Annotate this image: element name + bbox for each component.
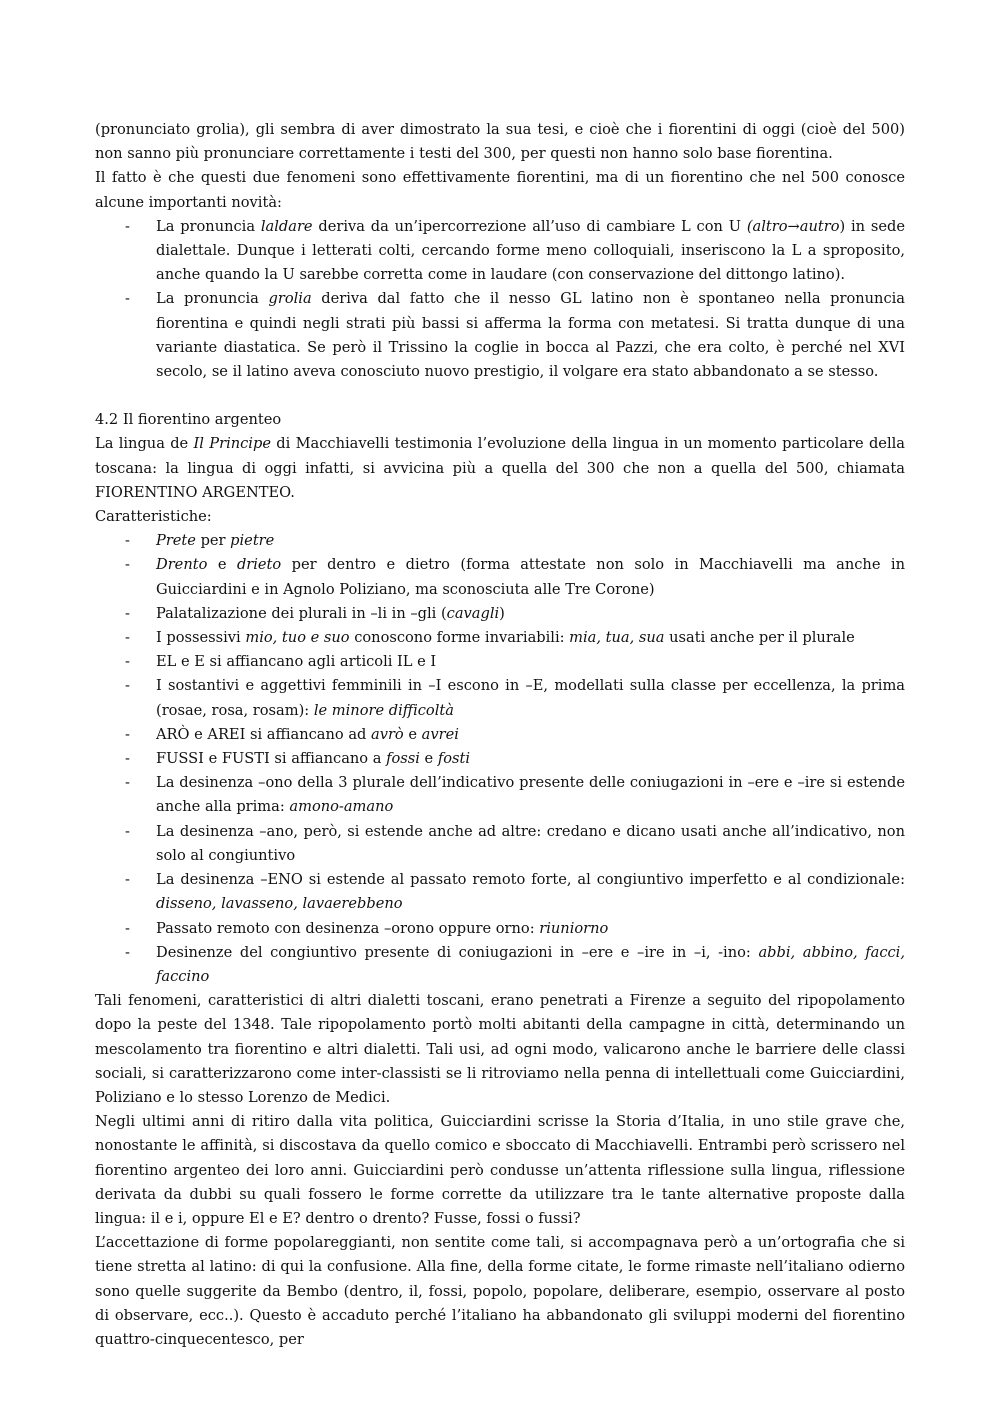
section-paragraph-3: Negli ultimi anni di ritiro dalla vita politica, Guicciardini scrisse la Storia d’Italia, in uno stile grave che, nonostante le affinità, si discostava da quello comico e sboccato di Macchiavelli. Entrambi però scrissero nel fiorentino argenteo dei loro anni. Guicciardini però condusse un’attenta riflessione sulla lingua, riflessione derivata da dubbi su quali fossero le forme corrette da utilizzare tra le tante alternative proposte dalla lingua: il e i, oppure El e E? dentro o drento? Fusse, fossi o fussi? [95,1113,905,1227]
list-item-italic: autro [799,217,840,235]
feature-list-item [95,747,905,771]
feature-italic: amono-amano [289,798,394,816]
feature-italic: cavagli [446,604,500,622]
feature-list-item [95,650,905,674]
feature-italic: mia, tua, sua [569,629,665,647]
feature-text: I sostantivi e aggettivi femminili in –I escono in –E, modellati sulla classe per eccellenza, la prima (rosae, rosa, rosam): [156,677,905,719]
list-item-italic: grolia [268,290,312,308]
list-item-text: La pronuncia [156,290,269,308]
feature-italic: Prete [156,532,196,550]
dash-bullet: - [125,290,130,308]
feature-list-item [95,553,905,601]
list-item-italic: laldare [260,217,313,235]
feature-list-item [95,674,905,722]
dash-bullet: - [125,677,130,695]
feature-text: ARÒ e AREI si affiancano ad [156,725,372,743]
section-paragraph-4: L’accettazione di forme popolareggianti, non sentite come tali, si accompagnava però a un’ortografia che si tiene stretta al latino: di qui la confusione. Alla fine, della forme citate, le forme rimaste nell’italiano odierno sono quelle suggerite da Bembo (dentro, il, fossi, popolo, popolare, deliberare, esempio, osservare al posto di observare, ecc..). Questo è accaduto perché l’italiano ha abbandonato gli sviluppi moderni del fiorentino quattro-cinquecentesco, per [95,1234,905,1348]
feature-list-item [95,868,905,916]
paragraph-text: La lingua de [95,435,194,453]
list-item-text: deriva da un’ipercorrezione all’uso di cambiare L con U [312,217,747,235]
feature-text: per dentro e dietro (forma attestate non solo in Macchiavelli ma anche in Guicciardini e in Agnolo Poliziano, ma sconosciuta alle Tre Corone) [156,556,905,598]
feature-list-item [95,626,905,650]
list-item [95,215,905,288]
feature-italic: fossi [386,750,420,768]
feature-italic: abbi, abbino, facci, faccino [156,943,905,985]
feature-list-item [95,529,905,553]
feature-text: La desinenza –ano, però, si estende anche ad altre: credano e dicano usati anche all’indicativo, non solo al congiuntivo [156,822,905,864]
feature-list-item [95,820,905,868]
blank-line [95,384,905,408]
feature-text: I possessivi [156,629,246,647]
feature-text: FUSSI e FUSTI si affiancano a [156,750,387,768]
paragraph-text: di Macchiavelli testimonia l’evoluzione della lingua in un momento particolare della toscana: la lingua di oggi infatti, si avvicina più a quella del 300 che non a quella del 500, chiamata FIORENTINO ARGENTEO. [95,435,905,501]
document-page [95,118,905,1352]
feature-italic: riuniorno [539,919,609,937]
section-paragraph-2: Tali fenomeni, caratteristici di altri dialetti toscani, erano penetrati a Firenze a seguito del ripopolamento dopo la peste del 1348. Tale ripopolamento portò molti abitanti della campagne in città, determinando un mescolamento tra fiorentino e altri dialetti. Tali usi, ad ogni modo, valicarono anche le barriere delle classi sociali, si caratterizzarono come inter-classisti se li ritroviamo nella penna di intellettuali come Guicciardini, Poliziano e lo stesso Lorenzo de Medici. [95,992,905,1106]
arrow-icon: → [787,217,800,235]
feature-list-item [95,917,905,941]
dash-bullet: - [125,629,130,647]
feature-text: e [419,750,438,768]
dash-bullet: - [125,725,130,743]
list-item-italic: (altro [746,217,788,235]
feature-text: La desinenza –ENO si estende al passato remoto forte, al congiuntivo imperfetto e al condizionale: [156,871,905,889]
dash-bullet: - [125,217,130,235]
feature-text: Desinenze del congiuntivo presente di coniugazioni in –ere e –ire in –i, -ino: [156,943,759,961]
feature-text: EL e E si affiancano agli articoli IL e I [156,653,437,671]
feature-text: usati anche per il plurale [664,629,855,647]
feature-text: e [207,556,237,574]
intro-paragraph-1: (pronunciato grolia), gli sembra di aver dimostrato la sua tesi, e cioè che i fiorentini di oggi (cioè del 500) non sanno più pronunciare correttamente i testi del 300, per questi non hanno solo base fiorentina. [95,121,905,163]
dash-bullet: - [125,943,130,961]
feature-italic: drieto [236,556,282,574]
feature-italic: disseno, lavasseno, lavaerebbeno [156,895,403,913]
feature-list-item [95,941,905,989]
list-item [95,287,905,384]
feature-text: Passato remoto con desinenza –orono oppure orno: [156,919,540,937]
feature-text: conoscono forme invariabili: [349,629,570,647]
intro-paragraph-2: Il fatto è che questi due fenomeni sono effettivamente fiorentini, ma di un fiorentino che nel 500 conosce alcune importanti novità: [95,169,905,211]
dash-bullet: - [125,774,130,792]
dash-bullet: - [125,653,130,671]
intro-list [95,215,905,384]
list-item-text: ) in sede dialettale. Dunque i letterati colti, cercando forme meno colloquiali, inseriscono la L a sproposito, anche quando la U sarebbe corretta come in laudare (con conservazione del dittongo latino). [156,217,905,284]
feature-text: per [195,532,231,550]
feature-italic: avrò [371,725,404,743]
feature-italic: Drento [156,556,208,574]
feature-italic: avrei [421,725,459,743]
feature-italic: fosti [437,750,471,768]
feature-list-item [95,771,905,819]
feature-italic: mio, tuo e suo [245,629,350,647]
feature-text: e [403,725,422,743]
features-label: Caratteristiche: [95,508,212,526]
feature-text: La desinenza –ono della 3 plurale dell’indicativo presente delle coniugazioni in –ere e –ire si estende anche alla prima: [156,774,905,816]
feature-text: Palatalizazione dei plurali in –li in –gli ( [156,604,447,622]
dash-bullet: - [125,604,130,622]
dash-bullet: - [125,750,130,768]
section-heading: 4.2 Il fiorentino argenteo [95,411,282,429]
dash-bullet: - [125,556,130,574]
feature-italic: pietre [230,532,275,550]
section-paragraph-1 [95,432,905,505]
dash-bullet: - [125,919,130,937]
list-item-text: deriva dal fatto che il nesso GL latino non è spontaneo nella pronuncia fiorentina e quindi negli strati più bassi si afferma la forma con metatesi. Si tratta dunque di una variante diastatica. Se però il Trissino la coglie in bocca al Pazzi, che era colto, è perché nel XVI secolo, se il latino aveva conosciuto nuovo prestigio, il volgare era stato abbandonato a se stesso. [156,290,905,381]
feature-list-item [95,723,905,747]
dash-bullet: - [125,871,130,889]
feature-text: ) [499,604,505,622]
dash-bullet: - [125,822,130,840]
features-list [95,529,905,989]
book-title: Il Principe [193,435,271,453]
feature-italic: le minore difficoltà [313,701,454,719]
list-item-text: La pronuncia [156,217,261,235]
feature-list-item [95,602,905,626]
dash-bullet: - [125,532,130,550]
